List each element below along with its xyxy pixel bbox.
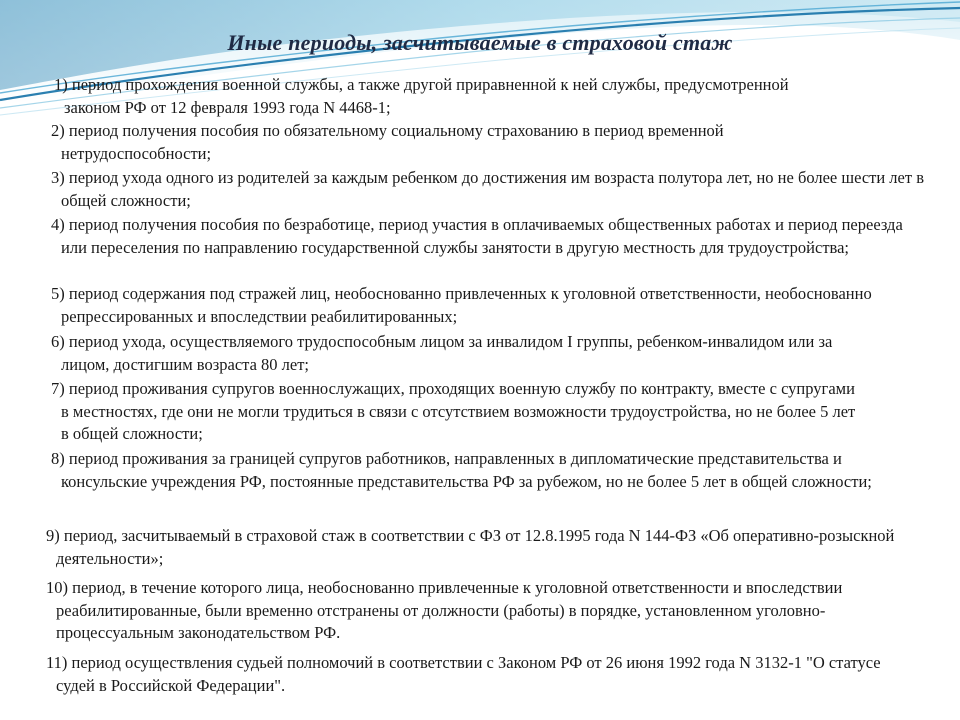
list-item-9: 9) период, засчитываемый в страховой стаж в соответствии с ФЗ от 12.8.1995 года N 144-ФЗ «Об оперативно-розыскной деятельности»; xyxy=(46,526,895,568)
list-item-10: 10) период, в течение которого лица, необоснованно привлеченные к уголовной ответственности и впоследствии реабилитированные, были временно отстранены от должности (работы) в порядке, установленном уголовно-процессуальным законодательством РФ. xyxy=(46,578,843,642)
list-item-6: 6) период ухода, осуществляемого трудоспособным лицом за инвалидом I группы, ребенком-инвалидом или за лицом, достигшим возраста 80 лет; xyxy=(51,332,833,374)
list-item-4: 4) период получения пособия по безработице, период участия в оплачиваемых общественных работах и период переезда или переселения по направлению государственной службы занятости в другую местность для трудоустройства; xyxy=(51,215,903,257)
list-item-11: 11) период осуществления судьей полномочий в соответствии с Законом РФ от 26 июня 1992 года N 3132-1 "О статусе судей в Российской Федерации". xyxy=(46,653,881,695)
list-item-3: 3) период ухода одного из родителей за каждым ребенком до достижения им возраста полутора лет, но не более шести лет в общей сложности; xyxy=(51,168,924,210)
list-item-2: 2) период получения пособия по обязательному социальному страхованию в период временной нетрудоспособности; xyxy=(51,121,724,163)
list-item-7: 7) период проживания супругов военнослужащих, проходящих военную службу по контракту, вместе с супругами в местностях, где они не могли трудиться в связи с отсутствием возможности трудоустройства, но не более 5 лет в общей сложности; xyxy=(51,379,856,443)
list-item-8: 8) период проживания за границей супругов работников, направленных в дипломатические представительства и консульские учреждения РФ, постоянные представительства РФ за рубежом, но не более 5 лет в общей сложности; xyxy=(51,449,872,491)
list-item-1: 1) период прохождения военной службы, а также другой приравненной к ней службы, предусмотренной законом РФ от 12 февраля 1993 года N 4468-1; xyxy=(54,75,789,117)
wave-header-decoration xyxy=(0,0,960,140)
slide-title: Иные периоды, засчитываемые в страховой стаж xyxy=(227,30,733,55)
list-item-5: 5) период содержания под стражей лиц, необоснованно привлеченных к уголовной ответственности, необоснованно репрессированных и впоследствии реабилитированных; xyxy=(51,284,872,326)
